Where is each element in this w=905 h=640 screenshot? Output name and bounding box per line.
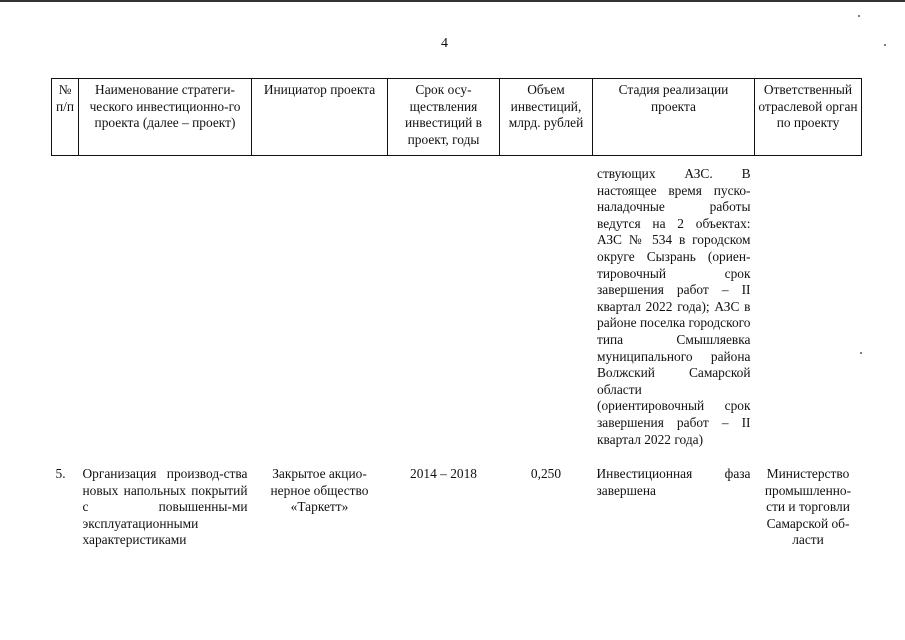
column-header-initiator: Инициатор проекта	[252, 79, 388, 156]
investment-projects-table	[51, 78, 862, 549]
empty-cell	[79, 156, 252, 459]
responsible-body: Министерство промышленно-сти и торговли Самарской об-ласти	[764, 466, 852, 548]
scan-speck	[884, 44, 886, 46]
table-header-row	[52, 79, 862, 156]
column-header-number: № п/п	[52, 79, 79, 156]
continuation-row	[52, 156, 862, 459]
project-name: Организация производ-ства новых напольных покрытий с повышенны-ми эксплуатационными характеристиками	[82, 466, 248, 548]
continuation-stage-text: ствующих АЗС. В настоящее время пуско-наладочные работы ведутся на 2 объектах: АЗС № 534 в городском округе Сызрань (ориен-тировочный срок завершения работ – II квартал 2022 года); АЗС в районе поселка городского типа Смышляевка муниципального района Волжский Самарской области (ориентировочный срок завершения работ – II квартал 2022 года)	[597, 166, 751, 447]
column-header-investment-volume: Объем инвестиций, млрд. рублей	[500, 79, 593, 156]
scan-speck	[858, 15, 860, 17]
page-number: 4	[441, 36, 448, 51]
column-header-stage: Стадия реализации проекта	[593, 79, 755, 156]
investment-volume: 0,250	[530, 466, 562, 482]
empty-cell	[388, 156, 500, 459]
column-header-responsible-body: Ответственный отраслевой орган по проекту	[755, 79, 862, 156]
project-stage: Инвестиционная фаза завершена	[596, 466, 751, 498]
empty-cell	[252, 156, 388, 459]
empty-cell	[755, 156, 862, 459]
row-number: 5.	[55, 466, 66, 482]
empty-cell	[52, 156, 79, 459]
investment-period: 2014 – 2018	[410, 466, 477, 482]
page-top-rule	[0, 0, 905, 2]
column-header-project-name: Наименование стратеги-ческого инвестиционно-го проекта (далее – проект)	[79, 79, 252, 156]
project-initiator: Закрытое акцио-нерное общество «Таркетт»	[270, 466, 369, 515]
column-header-investment-period: Срок осу-ществления инвестиций в проект, годы	[388, 79, 500, 156]
table-row	[52, 458, 862, 549]
empty-cell	[500, 156, 593, 459]
